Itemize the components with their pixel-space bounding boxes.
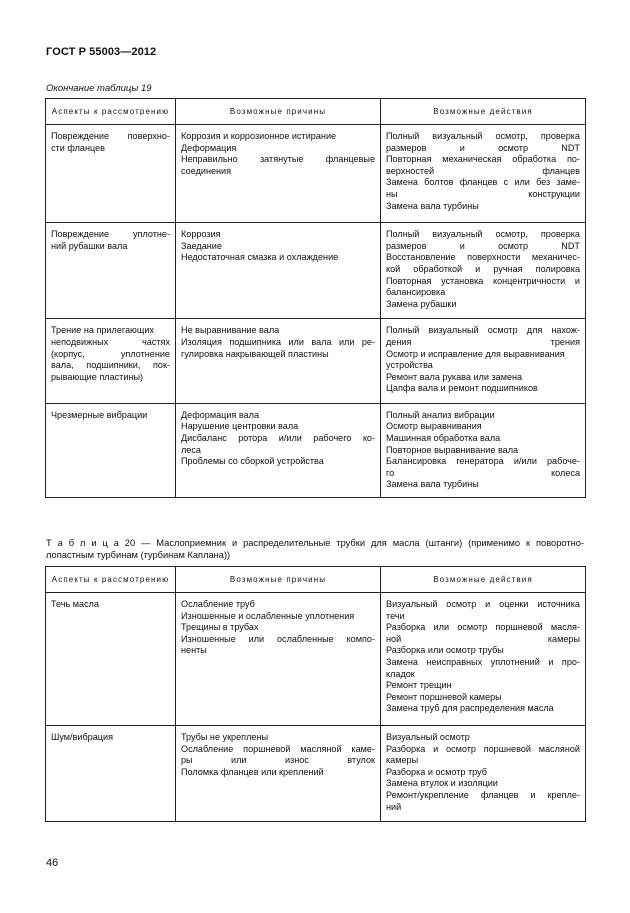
cell-line: Повторное выравнивание вала [386, 444, 519, 455]
cell-line: ры или износ втулок [181, 755, 375, 766]
cell-line: Повторная механическая обработка по- [386, 154, 580, 165]
cell-line: балансировка [386, 287, 446, 298]
cell-line: Замена рубашки [386, 298, 457, 309]
cell-line: сти фланцев [51, 142, 105, 153]
table-row [46, 319, 586, 404]
column-header-causes: Возможные причины [176, 567, 381, 593]
cell-line: рывающие пластины) [51, 371, 144, 382]
cell-line: Замена втулок и изоляции [386, 778, 498, 789]
cell-causes [176, 125, 381, 223]
cell-line: Ремонт поршневой камеры [386, 691, 502, 702]
cell-line: (корпус, уплотнение [51, 348, 170, 359]
cell-aspect [46, 725, 176, 821]
cell-line: Замена труб для распределения масла [386, 703, 554, 714]
cell-line: гулировка накрывающей пластины [181, 348, 329, 359]
column-header-aspects: Аспекты к рассмотрению [46, 567, 176, 593]
cell-line: Визуальный осмотр и оценки источника [386, 599, 580, 609]
cell-aspect [46, 403, 176, 497]
cell-aspect [46, 223, 176, 319]
cell-line: Осмотр и исправление для выравнивания [386, 348, 565, 359]
cell-line: Нарушение центровки вала [181, 421, 299, 432]
cell-line: Машинная обработка вала [386, 433, 501, 444]
cell-line: Чрезмерные вибрации [51, 409, 148, 420]
cell-line: Восстановление поверхности механичес- [386, 252, 580, 263]
cell-line: Изношенные и ослабленные уплотнения [181, 610, 355, 621]
cell-line: камеры [386, 755, 419, 766]
table-header-row [46, 99, 586, 125]
cell-line: Разборка или осмотр трубы [386, 645, 504, 656]
page-number: 46 [46, 857, 59, 869]
cell-line: ний [386, 801, 402, 812]
table-row [46, 593, 586, 726]
cell-actions [381, 125, 586, 223]
cell-line: го колеса [386, 467, 580, 478]
cell-line: Полный анализ вибрации [386, 409, 495, 420]
cell-line: соединения [181, 165, 232, 176]
cell-line: дения трения [386, 336, 580, 347]
cell-line: Повреждение уплотне- [51, 229, 170, 240]
table-continuation-title: Окончание таблицы 19 [46, 83, 152, 94]
cell-line: Дисбаланс ротора и/или рабочего ко- [181, 433, 375, 444]
cell-line: Разборка или осмотр поршневой масля- [386, 622, 580, 633]
cell-line: Замена вала турбины [386, 479, 479, 490]
cell-line: Разборка и осмотр поршневой масляной [386, 743, 580, 754]
cell-actions [381, 223, 586, 319]
cell-line: Разборка и осмотр труб [386, 766, 487, 777]
cell-line: кладок [386, 668, 415, 679]
cell-line: Деформация [181, 142, 237, 153]
table-row [46, 725, 586, 821]
table-header-row [46, 567, 586, 593]
cell-aspect [46, 593, 176, 726]
cell-line: Поломка фланцев или креплений [181, 766, 324, 777]
cell-actions [381, 725, 586, 821]
cell-line: течи [386, 610, 405, 621]
cell-line: кой обработкой и ручная полировка [386, 263, 580, 274]
cell-line: Балансировка генератора и/или рабоче- [386, 456, 580, 467]
cell-line: Повреждение поверхно- [51, 131, 170, 141]
cell-line: неподвижных частях [51, 336, 170, 347]
cell-aspect [46, 319, 176, 404]
cell-line: Осмотр выравнивания [386, 421, 482, 432]
cell-line: Визуальный осмотр [386, 731, 470, 742]
cell-line: Коррозия [181, 229, 221, 240]
cell-line: Изношенные или ослабленные компо- [181, 633, 375, 644]
cell-line: ний рубашки вала [51, 240, 128, 251]
cell-line: Изоляция подшипника или вала или ре- [181, 336, 375, 347]
cell-line: Полный визуальный осмотр, проверка [386, 229, 580, 240]
cell-line: Ослабление труб [181, 599, 255, 609]
column-header-actions: Возможные действия [381, 99, 586, 125]
cell-line: ны конструкции [386, 188, 580, 199]
cell-causes [176, 223, 381, 319]
table-row [46, 403, 586, 497]
cell-line: Ремонт трещин [386, 680, 452, 691]
cell-line: ненты [181, 645, 207, 656]
cell-actions [381, 319, 586, 404]
cell-causes [176, 403, 381, 497]
column-header-aspects: Аспекты к рассмотрению [46, 99, 176, 125]
cell-line: Замена вала турбины [386, 200, 479, 211]
cell-causes [176, 725, 381, 821]
cell-line: верхностей фланцев [386, 165, 580, 176]
caption-line: Т а б л и ц а 20 — Маслоприемник и распределительные трубки для масла (штанги) (применимо к поворотно- [46, 538, 584, 548]
cell-line: Замена болтов фланцев с или без заме- [386, 177, 580, 188]
table-19 [45, 98, 586, 498]
cell-line: Полный визуальный осмотр, проверка [386, 131, 580, 141]
cell-causes [176, 319, 381, 404]
cell-line: Шум/вибрация [51, 731, 114, 742]
table-row [46, 125, 586, 223]
cell-line: размеров и осмотр NDT [386, 142, 580, 153]
cell-line: Замена неисправных уплотнений и про- [386, 656, 580, 667]
cell-line: Ремонт/укрепление фланцев и крепле- [386, 789, 580, 800]
cell-line: Трещины в трубах [181, 622, 259, 633]
column-header-causes: Возможные причины [176, 99, 381, 125]
cell-line: Ремонт вала рукава или замена [386, 371, 523, 382]
cell-line: Недостаточная смазка и охлаждение [181, 252, 339, 263]
cell-line: Цапфа вала и ремонт подшипников [386, 383, 538, 394]
cell-aspect [46, 125, 176, 223]
cell-line: Деформация вала [181, 409, 260, 420]
cell-line: Не выравнивание вала [181, 325, 280, 336]
cell-actions [381, 593, 586, 726]
cell-line: вала, подшипники, пок- [51, 360, 170, 371]
cell-line: Трение на прилегающих [51, 325, 154, 336]
cell-line: Неправильно затянутые фланцевые [181, 154, 375, 165]
column-header-actions: Возможные действия [381, 567, 586, 593]
cell-line: Коррозия и коррозионное истирание [181, 131, 337, 141]
cell-line: Ослабление поршневой масляной каме- [181, 743, 375, 754]
cell-actions [381, 403, 586, 497]
table-20-caption [46, 537, 584, 561]
cell-line: устройства [386, 360, 433, 371]
table-20 [45, 566, 586, 822]
cell-causes [176, 593, 381, 726]
table-row [46, 223, 586, 319]
cell-line: Проблемы со сборкой устройства [181, 456, 324, 467]
cell-line: Повторная установка концентричности и [386, 275, 580, 286]
cell-line: ной камеры [386, 633, 580, 644]
cell-line: Полный визуальный осмотр для нахож- [386, 325, 580, 336]
cell-line: размеров и осмотр NDT [386, 240, 580, 251]
caption-line: лопастным турбинам (турбинам Каплана)) [46, 550, 231, 560]
cell-line: Заедание [181, 240, 222, 251]
cell-line: леса [181, 444, 201, 455]
standard-header: ГОСТ Р 55003—2012 [46, 46, 157, 58]
cell-line: Трубы не укреплены [181, 731, 269, 742]
cell-line: Течь масла [51, 599, 100, 609]
